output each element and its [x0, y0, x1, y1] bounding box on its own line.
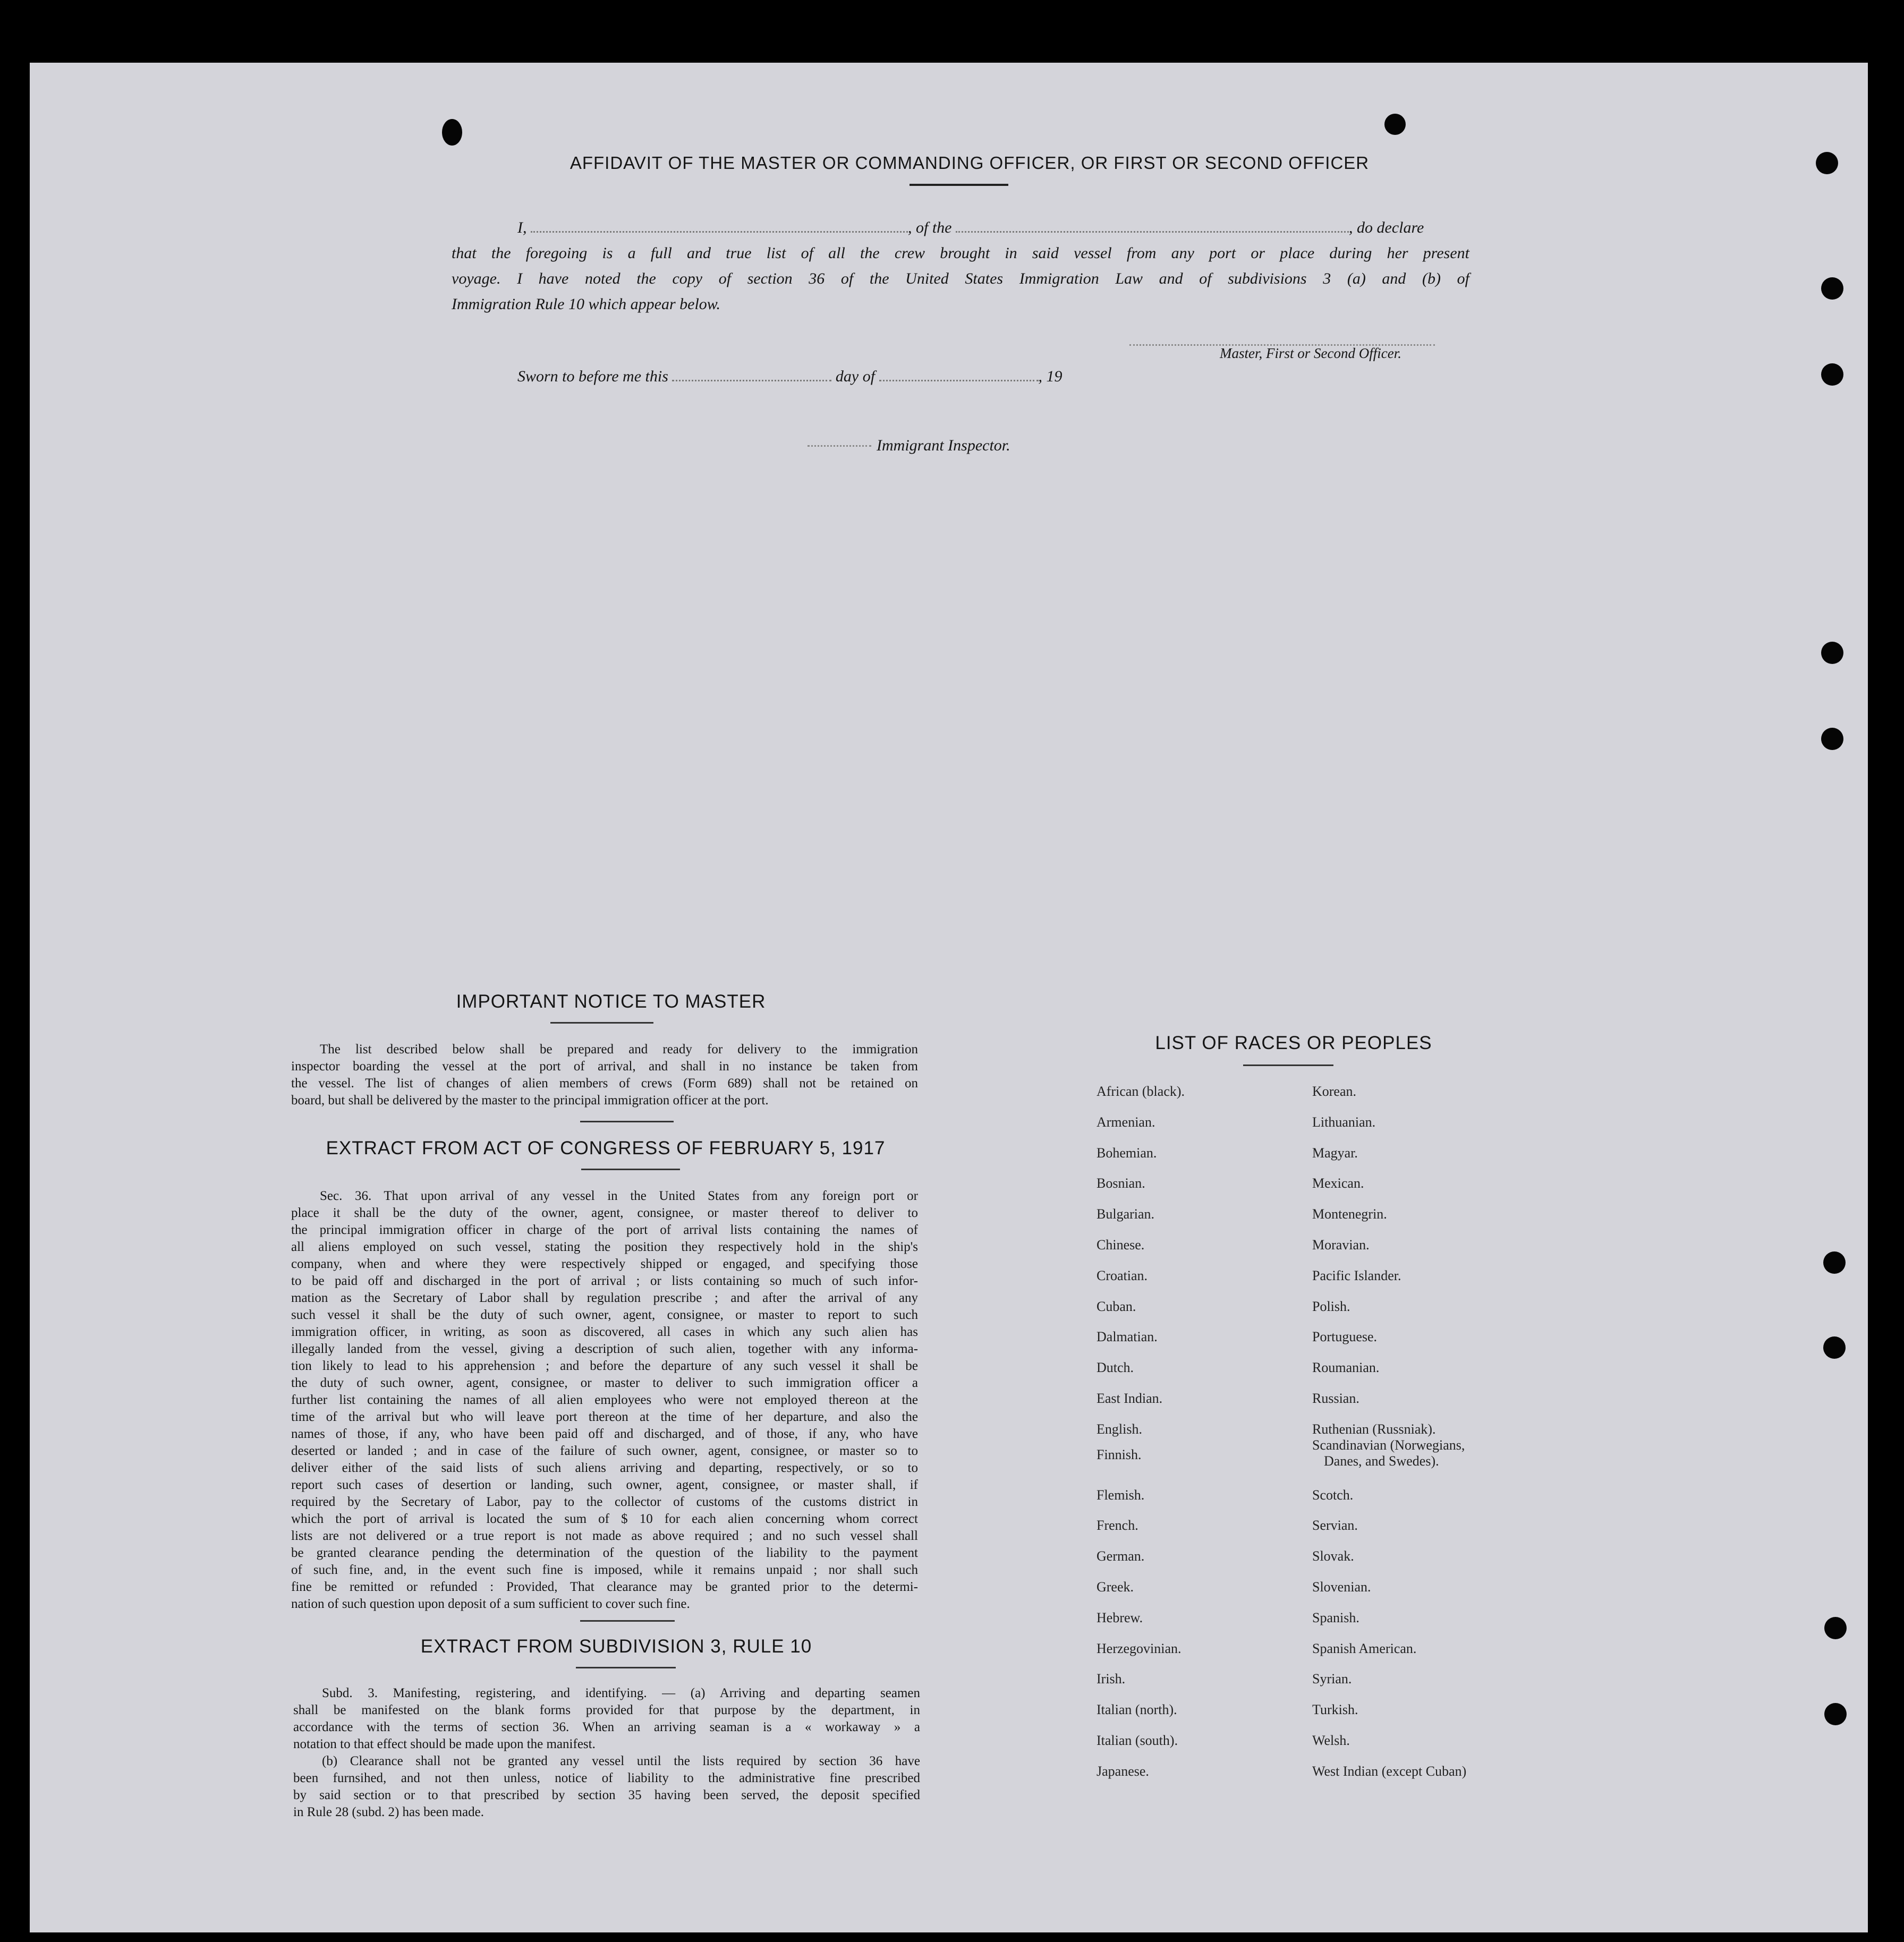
race-item: Finnish.: [1096, 1446, 1142, 1462]
extract-rule-text: Subd. 3. Manifesting, registering, and identifying. — (a) Arriving and departing seamen shall be manifested on the blank forms provided for that purpose by the department, in accordance with the terms of section 36. When an arriving seaman is a « workaway » a notation to that effect should be made upon the manifest. (b) Clearance shall not be granted any vessel until the lists required by section 36 have been furnsihed, and not then unless, notice of liability to the administrative fine prescribed by said section or to that prescribed by section 35 having been served, the deposit specified in Rule 28 (subd. 2) has been made.: [293, 1686, 920, 1819]
race-item: Polish.: [1312, 1298, 1350, 1314]
extract-rule-title: EXTRACT FROM SUBDIVISION 3, RULE 10: [420, 1636, 812, 1657]
race-item: Bosnian.: [1096, 1176, 1145, 1191]
race-item: Welsh.: [1312, 1733, 1350, 1748]
race-item: Bohemian.: [1096, 1145, 1157, 1161]
punch-hole-icon: [1821, 277, 1843, 300]
document-page: [30, 63, 1868, 1932]
punch-hole-icon: [1816, 152, 1838, 174]
race-item: Danes, and Swedes).: [1324, 1453, 1439, 1469]
master-name-field[interactable]: [531, 231, 908, 233]
race-item: West Indian (except Cuban): [1312, 1763, 1467, 1779]
race-item: Bulgarian.: [1096, 1206, 1155, 1222]
affidavit-declare-label: , do declare: [1349, 219, 1424, 236]
punch-hole-icon: [1821, 642, 1843, 664]
race-item: Russian.: [1312, 1391, 1359, 1406]
inspector-caption: Immigrant Inspector.: [877, 437, 1010, 454]
race-item: Korean.: [1312, 1084, 1357, 1099]
race-item: Roumanian.: [1312, 1360, 1380, 1376]
race-item: Croatian.: [1096, 1267, 1148, 1283]
notice-text: The list described below shall be prepared and ready for delivery to the immigration inspector boarding the vessel at the port of arrival, and shall in no instance be taken from the vessel. The list of changes of alien members of crews (Form 689) shall not be retained on board, but shall be delivered by the master to the principal immigration officer at the port.: [291, 1042, 918, 1108]
extract-rule-divider: [576, 1667, 676, 1668]
race-item: Hebrew.: [1096, 1609, 1143, 1625]
race-item: Greek.: [1096, 1579, 1134, 1595]
title-divider: [910, 184, 1008, 186]
affidavit-line-3: voyage. I have noted the copy of section 36 of the United States Immigration Law and of subdivisions 3 (a) and (b) of: [452, 270, 1469, 287]
master-signature-caption: Master, First or Second Officer.: [1220, 345, 1401, 361]
affidavit-line-2: that the foregoing is a full and true list of all the crew brought in said vessel from any port or place during her present: [452, 244, 1469, 262]
race-item: Pacific Islander.: [1312, 1267, 1401, 1283]
day-of-label: day of: [835, 368, 876, 385]
race-item: Spanish.: [1312, 1609, 1359, 1625]
race-item: German.: [1096, 1548, 1145, 1564]
extract-act-bottom-divider: [580, 1620, 675, 1622]
notice-divider: [550, 1022, 653, 1024]
affidavit-i-label: I,: [517, 219, 527, 236]
punch-hole-icon: [1384, 114, 1406, 135]
race-item: Italian (north).: [1096, 1702, 1177, 1718]
race-item: Scandinavian (Norwegians,: [1312, 1437, 1465, 1453]
race-item: Slovenian.: [1312, 1579, 1371, 1595]
race-item: Portuguese.: [1312, 1329, 1378, 1345]
extract-act-text: Sec. 36. That upon arrival of any vessel in the United States from any foreign port or place it shall be the duty of the owner, agent, consignee, or master thereof to deliver to the principal immigration officer in charge of the port of arrival lists containing the names of all aliens employed on such vessel, stating the position they respectively hold in the ship's company, when and where they were respectively shipped or engaged, and specifying those to be paid off and discharged in the port of arrival ; or lists containing so much of such infor- mation as the Secretary of Labor shall by regulation prescribe ; and after the arrival of any such vessel it shall be the duty of such owner, agent, consignee, or master to report to such immigration officer, in writing, as soon as discovered, all cases in which any such alien has illegally landed from the vessel, giving a description of such alien, together with any informa- tion likely to lead to his apprehension ; and before the departure of any such vessel it shall be the duty of such owner, agent, consignee, or master to deliver to such immigration officer a further list containing the names of all alien employees who were not employed thereon at the time of the arrival but who will leave port thereon at the time of her departure, and also the names of those, if any, who have been paid off and discharged, and of those, if any, who have deserted or landed ; and in case of the failure of such owner, agent, consignee, or master so to deliver either of the said lists of such aliens arriving and departing, respectively, or so to report such cases of desertion or landing, such owner, agent, consignee, or master shall, if required by the Secretary of Labor, pay to the collector of customs of the customs district in which the port of arrival is located the sum of $ 10 for each alien concerning whom correct lists are not delivered or a true report is not made as above required ; and no such vessel shall be granted clearance pending the determination of the question of the liability to the payment of such fine, and, in the event such fine is imposed, while it remains unpaid ; nor shall such fine be remitted or refunded : Provided, That clearance may be granted prior to the determi- nation of such question upon deposit of a sum sufficient to cover such fine.: [291, 1189, 918, 1611]
sworn-line: [517, 368, 1062, 386]
extract-act-divider: [581, 1169, 680, 1170]
races-divider: [1243, 1064, 1333, 1066]
race-item: Armenian.: [1096, 1114, 1155, 1130]
race-item: Servian.: [1312, 1518, 1358, 1534]
punch-hole-icon: [1821, 728, 1843, 750]
race-item: East Indian.: [1096, 1391, 1163, 1406]
sworn-day-field[interactable]: [672, 380, 831, 381]
notice-bottom-divider: [580, 1121, 674, 1122]
race-item: Flemish.: [1096, 1487, 1145, 1503]
affidavit-line-1: [517, 219, 1474, 237]
notice-title: IMPORTANT NOTICE TO MASTER: [456, 991, 766, 1012]
punch-hole-icon: [1823, 1251, 1846, 1274]
punch-hole-icon: [442, 119, 462, 146]
race-item: Japanese.: [1096, 1763, 1149, 1779]
races-title: LIST OF RACES OR PEOPLES: [1155, 1033, 1432, 1053]
year-prefix-label: , 19: [1038, 368, 1062, 385]
race-item: Turkish.: [1312, 1702, 1358, 1718]
race-item: Mexican.: [1312, 1176, 1364, 1191]
race-item: Ruthenian (Russniak).: [1312, 1421, 1436, 1437]
race-item: Chinese.: [1096, 1237, 1145, 1253]
affidavit-line-4: Immigration Rule 10 which appear below.: [452, 295, 721, 313]
race-item: Moravian.: [1312, 1237, 1370, 1253]
race-item: Spanish American.: [1312, 1640, 1417, 1656]
race-item: Montenegrin.: [1312, 1206, 1387, 1222]
inspector-signature-line[interactable]: [808, 445, 871, 447]
race-item: Syrian.: [1312, 1671, 1352, 1687]
extract-act-title: EXTRACT FROM ACT OF CONGRESS OF FEBRUARY 5, 1917: [326, 1138, 886, 1159]
race-item: Slovak.: [1312, 1548, 1354, 1564]
race-item: Irish.: [1096, 1671, 1126, 1687]
punch-hole-icon: [1824, 1703, 1847, 1725]
sworn-month-field[interactable]: [879, 380, 1039, 381]
race-item: Lithuanian.: [1312, 1114, 1376, 1130]
race-item: Dutch.: [1096, 1360, 1134, 1376]
punch-hole-icon: [1823, 1336, 1846, 1359]
race-item: Cuban.: [1096, 1298, 1136, 1314]
affidavit-title: AFFIDAVIT OF THE MASTER OR COMMANDING OFFICER, OR FIRST OR SECOND OFFICER: [570, 153, 1370, 173]
affidavit-of-label: , of the: [908, 219, 952, 236]
punch-hole-icon: [1821, 363, 1843, 386]
punch-hole-icon: [1824, 1617, 1847, 1639]
race-item: Herzegovinian.: [1096, 1640, 1182, 1656]
race-item: Italian (south).: [1096, 1733, 1178, 1748]
race-item: Magyar.: [1312, 1145, 1358, 1161]
race-item: Dalmatian.: [1096, 1329, 1158, 1345]
race-item: French.: [1096, 1518, 1138, 1534]
vessel-name-field[interactable]: [956, 231, 1349, 233]
sworn-label: Sworn to before me this: [517, 368, 668, 385]
race-item: African (black).: [1096, 1084, 1185, 1099]
race-item: English.: [1096, 1421, 1142, 1437]
race-item: Scotch.: [1312, 1487, 1354, 1503]
